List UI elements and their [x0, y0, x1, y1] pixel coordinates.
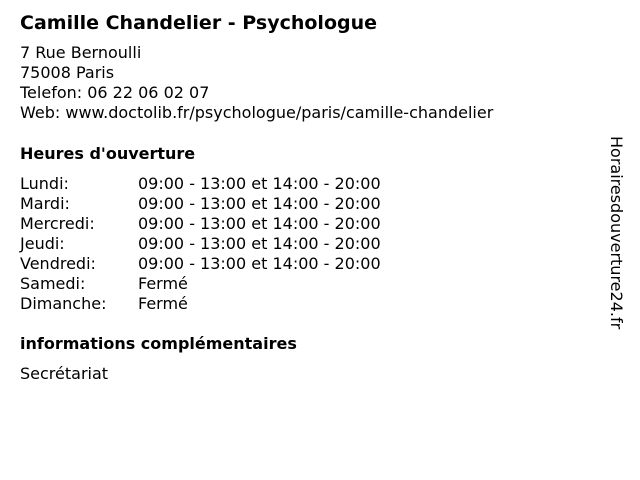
website: Web: www.doctolib.fr/psychologue/paris/camille-chandelier — [20, 103, 494, 122]
additional-info-text: Secrétariat — [20, 364, 109, 383]
hours-value: Fermé — [138, 294, 188, 313]
hours-value: 09:00 - 13:00 et 14:00 - 20:00 — [138, 214, 381, 233]
day-label: Vendredi: — [20, 254, 96, 273]
additional-info-heading: informations complémentaires — [20, 334, 297, 353]
hours-value: Fermé — [138, 274, 188, 293]
day-label: Mardi: — [20, 194, 70, 213]
hours-row-lundi — [20, 174, 440, 194]
hours-value: 09:00 - 13:00 et 14:00 - 20:00 — [138, 254, 381, 273]
day-label: Dimanche: — [20, 294, 107, 313]
street-address: 7 Rue Bernoulli — [20, 43, 142, 62]
hours-row-samedi — [20, 274, 440, 294]
opening-hours-list — [20, 174, 440, 314]
phone-number: Telefon: 06 22 06 02 07 — [20, 83, 210, 102]
day-label: Jeudi: — [20, 234, 65, 253]
page-title: Camille Chandelier - Psychologue — [20, 12, 378, 34]
hours-value: 09:00 - 13:00 et 14:00 - 20:00 — [138, 234, 381, 253]
hours-row-vendredi — [20, 254, 440, 274]
hours-row-jeudi — [20, 234, 440, 254]
day-label: Samedi: — [20, 274, 86, 293]
hours-row-dimanche — [20, 294, 440, 314]
postal-city: 75008 Paris — [20, 63, 115, 82]
address-block — [20, 43, 493, 123]
hours-value: 09:00 - 13:00 et 14:00 - 20:00 — [138, 194, 381, 213]
day-label: Mercredi: — [20, 214, 95, 233]
hours-row-mercredi — [20, 214, 440, 234]
day-label: Lundi: — [20, 174, 69, 193]
hours-value: 09:00 - 13:00 et 14:00 - 20:00 — [138, 174, 381, 193]
opening-hours-heading: Heures d'ouverture — [20, 144, 196, 163]
watermark: Horairesdouverture24.fr — [607, 136, 626, 330]
hours-row-mardi — [20, 194, 440, 214]
